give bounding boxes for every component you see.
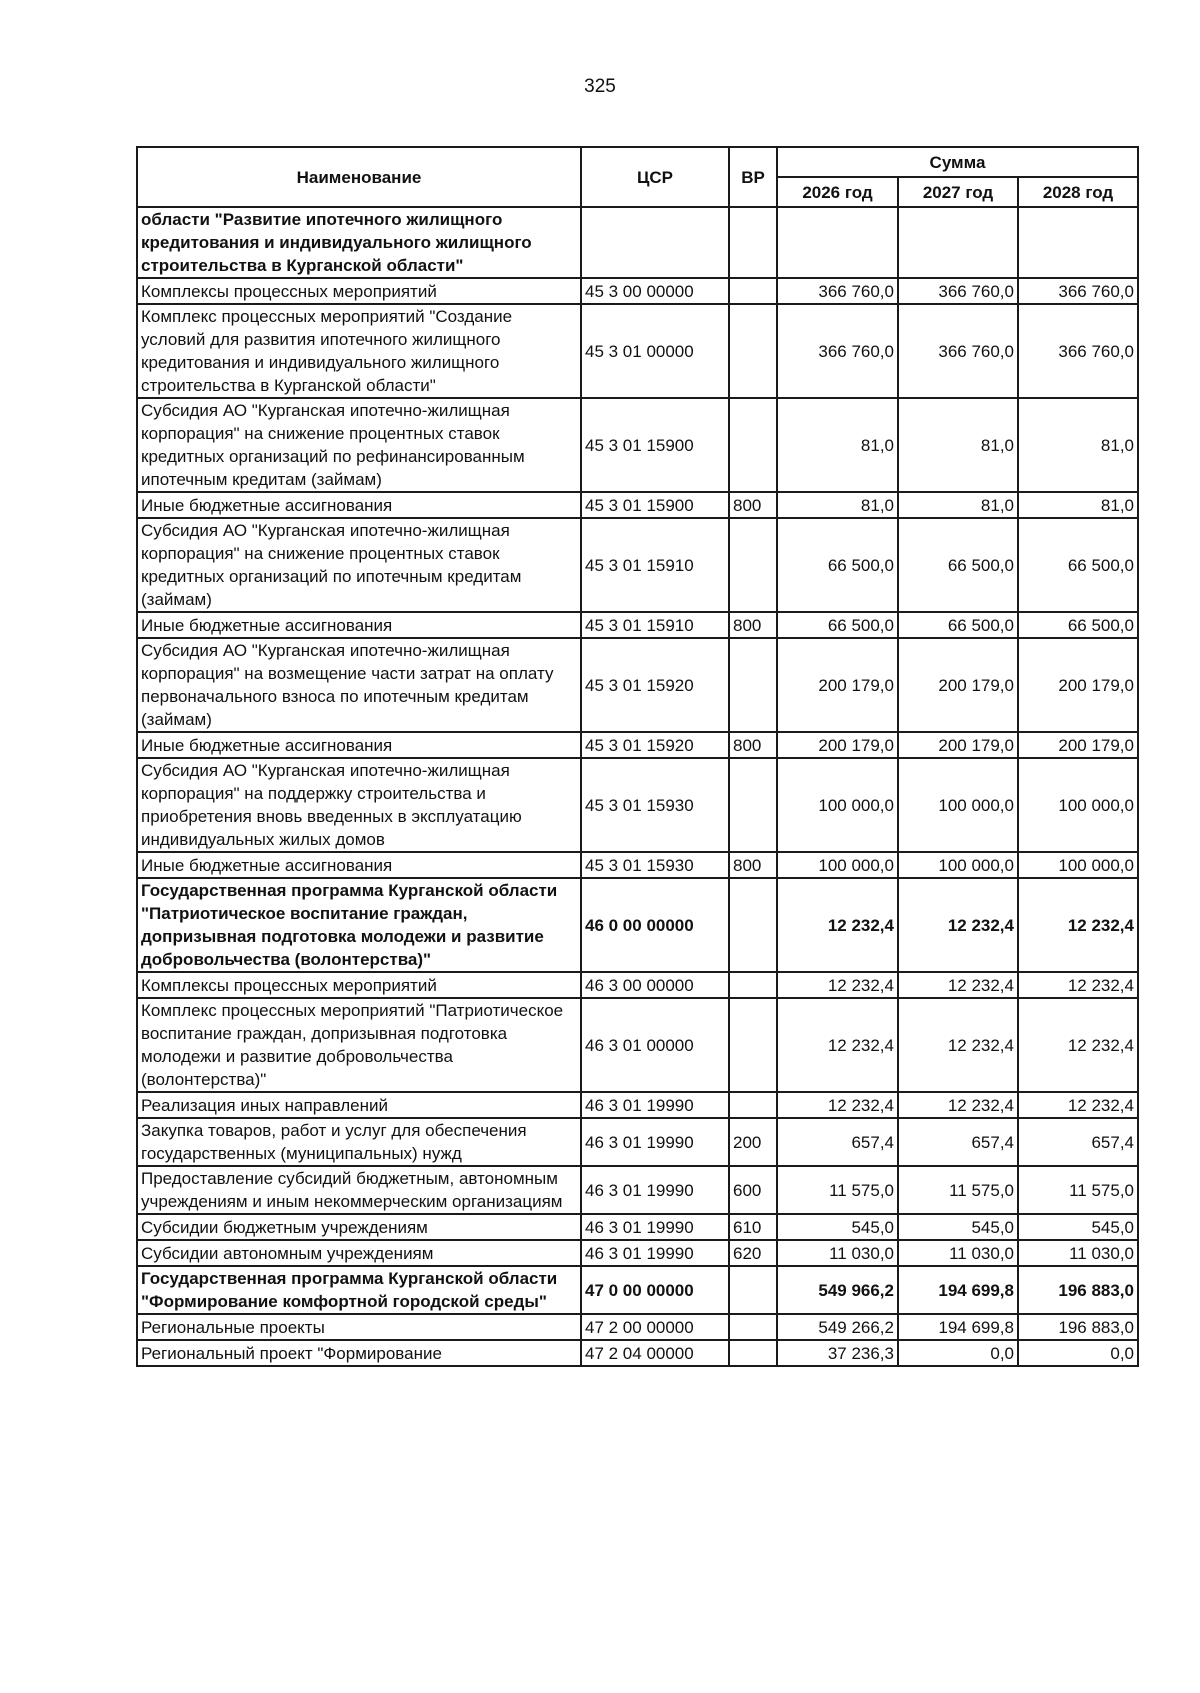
row-vr-cell: 800 <box>729 732 777 758</box>
row-sum-2028-cell: 366 760,0 <box>1018 278 1138 304</box>
row-sum-2028-cell: 11 575,0 <box>1018 1166 1138 1214</box>
row-sum-2026-cell: 100 000,0 <box>777 758 898 852</box>
row-csr-cell <box>581 207 729 278</box>
row-sum-2027-cell: 12 232,4 <box>898 998 1018 1092</box>
row-csr-cell: 47 2 04 00000 <box>581 1340 729 1366</box>
row-csr-cell: 45 3 01 15900 <box>581 398 729 492</box>
row-name-cell: Комплексы процессных мероприятий <box>137 278 581 304</box>
row-vr-cell <box>729 1092 777 1118</box>
row-sum-2028-cell: 66 500,0 <box>1018 518 1138 612</box>
row-sum-2028-cell: 366 760,0 <box>1018 304 1138 398</box>
row-sum-2028-cell: 545,0 <box>1018 1214 1138 1240</box>
row-sum-2028-cell: 81,0 <box>1018 398 1138 492</box>
row-csr-cell: 45 3 01 15920 <box>581 732 729 758</box>
row-sum-2028-cell: 200 179,0 <box>1018 638 1138 732</box>
row-csr-cell: 45 3 00 00000 <box>581 278 729 304</box>
row-csr-cell: 46 3 01 19990 <box>581 1092 729 1118</box>
row-vr-cell <box>729 998 777 1092</box>
row-vr-cell: 800 <box>729 492 777 518</box>
row-vr-cell: 600 <box>729 1166 777 1214</box>
table-row <box>137 972 1138 998</box>
row-sum-2026-cell: 200 179,0 <box>777 638 898 732</box>
row-sum-2026-cell: 366 760,0 <box>777 278 898 304</box>
table-row <box>137 207 1138 278</box>
row-vr-cell <box>729 1340 777 1366</box>
row-csr-cell: 46 3 00 00000 <box>581 972 729 998</box>
row-sum-2027-cell: 11 030,0 <box>898 1240 1018 1266</box>
table-row <box>137 1340 1138 1366</box>
row-name-cell: Реализация иных направлений <box>137 1092 581 1118</box>
header-vr: ВР <box>729 147 777 207</box>
row-name-cell: Субсидия АО "Курганская ипотечно-жилищная корпорация" на поддержку строительства и приобретения вновь введенных в эксплуатацию индивидуальных жилых домов <box>137 758 581 852</box>
row-name-cell: Региональный проект "Формирование <box>137 1340 581 1366</box>
row-sum-2026-cell: 549 266,2 <box>777 1314 898 1340</box>
row-sum-2027-cell: 366 760,0 <box>898 304 1018 398</box>
row-sum-2028-cell: 100 000,0 <box>1018 758 1138 852</box>
row-sum-2026-cell: 366 760,0 <box>777 304 898 398</box>
row-vr-cell: 200 <box>729 1118 777 1166</box>
row-csr-cell: 45 3 01 15930 <box>581 758 729 852</box>
row-sum-2026-cell: 549 966,2 <box>777 1266 898 1314</box>
row-sum-2026-cell: 66 500,0 <box>777 612 898 638</box>
row-sum-2026-cell: 12 232,4 <box>777 972 898 998</box>
row-csr-cell: 45 3 01 15910 <box>581 612 729 638</box>
header-sum: Сумма <box>777 147 1138 177</box>
row-name-cell: Предоставление субсидий бюджетным, автономным учреждениям и иным некоммерческим организациям <box>137 1166 581 1214</box>
row-sum-2026-cell: 12 232,4 <box>777 998 898 1092</box>
row-sum-2027-cell: 66 500,0 <box>898 518 1018 612</box>
row-vr-cell <box>729 758 777 852</box>
table-row <box>137 612 1138 638</box>
row-csr-cell: 45 3 01 15930 <box>581 852 729 878</box>
row-sum-2027-cell: 12 232,4 <box>898 878 1018 972</box>
row-sum-2027-cell: 194 699,8 <box>898 1314 1018 1340</box>
row-sum-2028-cell: 12 232,4 <box>1018 1092 1138 1118</box>
row-sum-2028-cell: 81,0 <box>1018 492 1138 518</box>
header-name: Наименование <box>137 147 581 207</box>
row-name-cell: Региональные проекты <box>137 1314 581 1340</box>
row-sum-2026-cell: 657,4 <box>777 1118 898 1166</box>
table-row <box>137 1240 1138 1266</box>
header-year-2027: 2027 год <box>898 177 1018 207</box>
row-vr-cell <box>729 304 777 398</box>
row-name-cell: Иные бюджетные ассигнования <box>137 612 581 638</box>
table-body <box>137 207 1138 1366</box>
header-year-2026: 2026 год <box>777 177 898 207</box>
row-sum-2027-cell: 12 232,4 <box>898 972 1018 998</box>
row-sum-2027-cell: 66 500,0 <box>898 612 1018 638</box>
row-sum-2027-cell: 194 699,8 <box>898 1266 1018 1314</box>
row-sum-2026-cell <box>777 207 898 278</box>
row-sum-2027-cell: 81,0 <box>898 398 1018 492</box>
row-vr-cell <box>729 1266 777 1314</box>
row-vr-cell <box>729 638 777 732</box>
row-sum-2026-cell: 66 500,0 <box>777 518 898 612</box>
row-sum-2028-cell: 196 883,0 <box>1018 1266 1138 1314</box>
row-name-cell: Государственная программа Курганской области "Патриотическое воспитание граждан, допризывная подготовка молодежи и развитие добровольчества (волонтерства)" <box>137 878 581 972</box>
row-csr-cell: 45 3 01 15920 <box>581 638 729 732</box>
row-csr-cell: 45 3 01 15900 <box>581 492 729 518</box>
row-sum-2028-cell: 12 232,4 <box>1018 998 1138 1092</box>
row-sum-2026-cell: 81,0 <box>777 492 898 518</box>
row-sum-2027-cell: 657,4 <box>898 1118 1018 1166</box>
table-row <box>137 638 1138 732</box>
row-sum-2028-cell: 0,0 <box>1018 1340 1138 1366</box>
table-row <box>137 998 1138 1092</box>
row-sum-2027-cell: 545,0 <box>898 1214 1018 1240</box>
row-name-cell: Закупка товаров, работ и услуг для обеспечения государственных (муниципальных) нужд <box>137 1118 581 1166</box>
table-row <box>137 398 1138 492</box>
row-sum-2028-cell: 66 500,0 <box>1018 612 1138 638</box>
row-sum-2028-cell: 12 232,4 <box>1018 972 1138 998</box>
row-vr-cell: 800 <box>729 852 777 878</box>
table-row <box>137 1266 1138 1314</box>
table-row <box>137 1092 1138 1118</box>
row-csr-cell: 47 0 00 00000 <box>581 1266 729 1314</box>
row-name-cell: Комплексы процессных мероприятий <box>137 972 581 998</box>
row-name-cell: Субсидии бюджетным учреждениям <box>137 1214 581 1240</box>
row-csr-cell: 46 3 01 19990 <box>581 1118 729 1166</box>
row-sum-2026-cell: 12 232,4 <box>777 878 898 972</box>
table-row <box>137 1214 1138 1240</box>
row-sum-2027-cell: 200 179,0 <box>898 638 1018 732</box>
row-name-cell: Иные бюджетные ассигнования <box>137 732 581 758</box>
table-row <box>137 278 1138 304</box>
row-sum-2026-cell: 37 236,3 <box>777 1340 898 1366</box>
row-name-cell: Иные бюджетные ассигнования <box>137 492 581 518</box>
row-sum-2026-cell: 200 179,0 <box>777 732 898 758</box>
table-header <box>137 147 1138 207</box>
row-sum-2028-cell: 200 179,0 <box>1018 732 1138 758</box>
row-name-cell: Субсидия АО "Курганская ипотечно-жилищная корпорация" на снижение процентных ставок кредитных организаций по ипотечным кредитам (займам) <box>137 518 581 612</box>
row-sum-2028-cell: 12 232,4 <box>1018 878 1138 972</box>
row-sum-2026-cell: 81,0 <box>777 398 898 492</box>
row-sum-2026-cell: 100 000,0 <box>777 852 898 878</box>
table-row <box>137 878 1138 972</box>
row-sum-2027-cell: 0,0 <box>898 1340 1018 1366</box>
row-vr-cell: 800 <box>729 612 777 638</box>
row-name-cell: Иные бюджетные ассигнования <box>137 852 581 878</box>
table-row <box>137 304 1138 398</box>
row-csr-cell: 46 3 01 19990 <box>581 1166 729 1214</box>
row-vr-cell: 620 <box>729 1240 777 1266</box>
row-sum-2027-cell: 100 000,0 <box>898 852 1018 878</box>
budget-table <box>136 146 1139 1367</box>
row-csr-cell: 46 3 01 19990 <box>581 1240 729 1266</box>
row-sum-2027-cell: 100 000,0 <box>898 758 1018 852</box>
table-row <box>137 1314 1138 1340</box>
table-row <box>137 852 1138 878</box>
row-sum-2026-cell: 11 575,0 <box>777 1166 898 1214</box>
row-vr-cell <box>729 518 777 612</box>
table-row <box>137 758 1138 852</box>
row-sum-2028-cell: 196 883,0 <box>1018 1314 1138 1340</box>
row-sum-2028-cell: 657,4 <box>1018 1118 1138 1166</box>
row-sum-2028-cell: 100 000,0 <box>1018 852 1138 878</box>
row-csr-cell: 46 3 01 19990 <box>581 1214 729 1240</box>
row-vr-cell <box>729 972 777 998</box>
row-name-cell: Субсидия АО "Курганская ипотечно-жилищная корпорация" на снижение процентных ставок кредитных организаций по рефинансированным ипотечным кредитам (займам) <box>137 398 581 492</box>
row-name-cell: области "Развитие ипотечного жилищного кредитования и индивидуального жилищного строительства в Курганской области" <box>137 207 581 278</box>
row-sum-2027-cell: 200 179,0 <box>898 732 1018 758</box>
row-vr-cell <box>729 1314 777 1340</box>
row-sum-2028-cell <box>1018 207 1138 278</box>
row-csr-cell: 45 3 01 15910 <box>581 518 729 612</box>
header-year-2028: 2028 год <box>1018 177 1138 207</box>
row-vr-cell <box>729 278 777 304</box>
row-sum-2026-cell: 11 030,0 <box>777 1240 898 1266</box>
table-row <box>137 732 1138 758</box>
row-csr-cell: 46 0 00 00000 <box>581 878 729 972</box>
row-sum-2027-cell <box>898 207 1018 278</box>
row-sum-2027-cell: 81,0 <box>898 492 1018 518</box>
row-vr-cell <box>729 207 777 278</box>
row-name-cell: Государственная программа Курганской области "Формирование комфортной городской среды" <box>137 1266 581 1314</box>
table-row <box>137 1166 1138 1214</box>
table-row <box>137 518 1138 612</box>
row-name-cell: Субсидии автономным учреждениям <box>137 1240 581 1266</box>
header-csr: ЦСР <box>581 147 729 207</box>
row-vr-cell <box>729 878 777 972</box>
row-sum-2026-cell: 12 232,4 <box>777 1092 898 1118</box>
row-sum-2026-cell: 545,0 <box>777 1214 898 1240</box>
row-csr-cell: 45 3 01 00000 <box>581 304 729 398</box>
row-sum-2027-cell: 12 232,4 <box>898 1092 1018 1118</box>
row-name-cell: Комплекс процессных мероприятий "Создание условий для развития ипотечного жилищного кредитования и индивидуального жилищного строительства в Курганской области" <box>137 304 581 398</box>
row-name-cell: Комплекс процессных мероприятий "Патриотическое воспитание граждан, допризывная подготовка молодежи и развитие добровольчества (волонтерства)" <box>137 998 581 1092</box>
row-sum-2027-cell: 11 575,0 <box>898 1166 1018 1214</box>
row-csr-cell: 47 2 00 00000 <box>581 1314 729 1340</box>
row-sum-2027-cell: 366 760,0 <box>898 278 1018 304</box>
row-name-cell: Субсидия АО "Курганская ипотечно-жилищная корпорация" на возмещение части затрат на оплату первоначального взноса по ипотечным кредитам (займам) <box>137 638 581 732</box>
table-row <box>137 1118 1138 1166</box>
page-number: 325 <box>584 76 616 97</box>
row-sum-2028-cell: 11 030,0 <box>1018 1240 1138 1266</box>
row-vr-cell: 610 <box>729 1214 777 1240</box>
row-vr-cell <box>729 398 777 492</box>
table-row <box>137 492 1138 518</box>
row-csr-cell: 46 3 01 00000 <box>581 998 729 1092</box>
